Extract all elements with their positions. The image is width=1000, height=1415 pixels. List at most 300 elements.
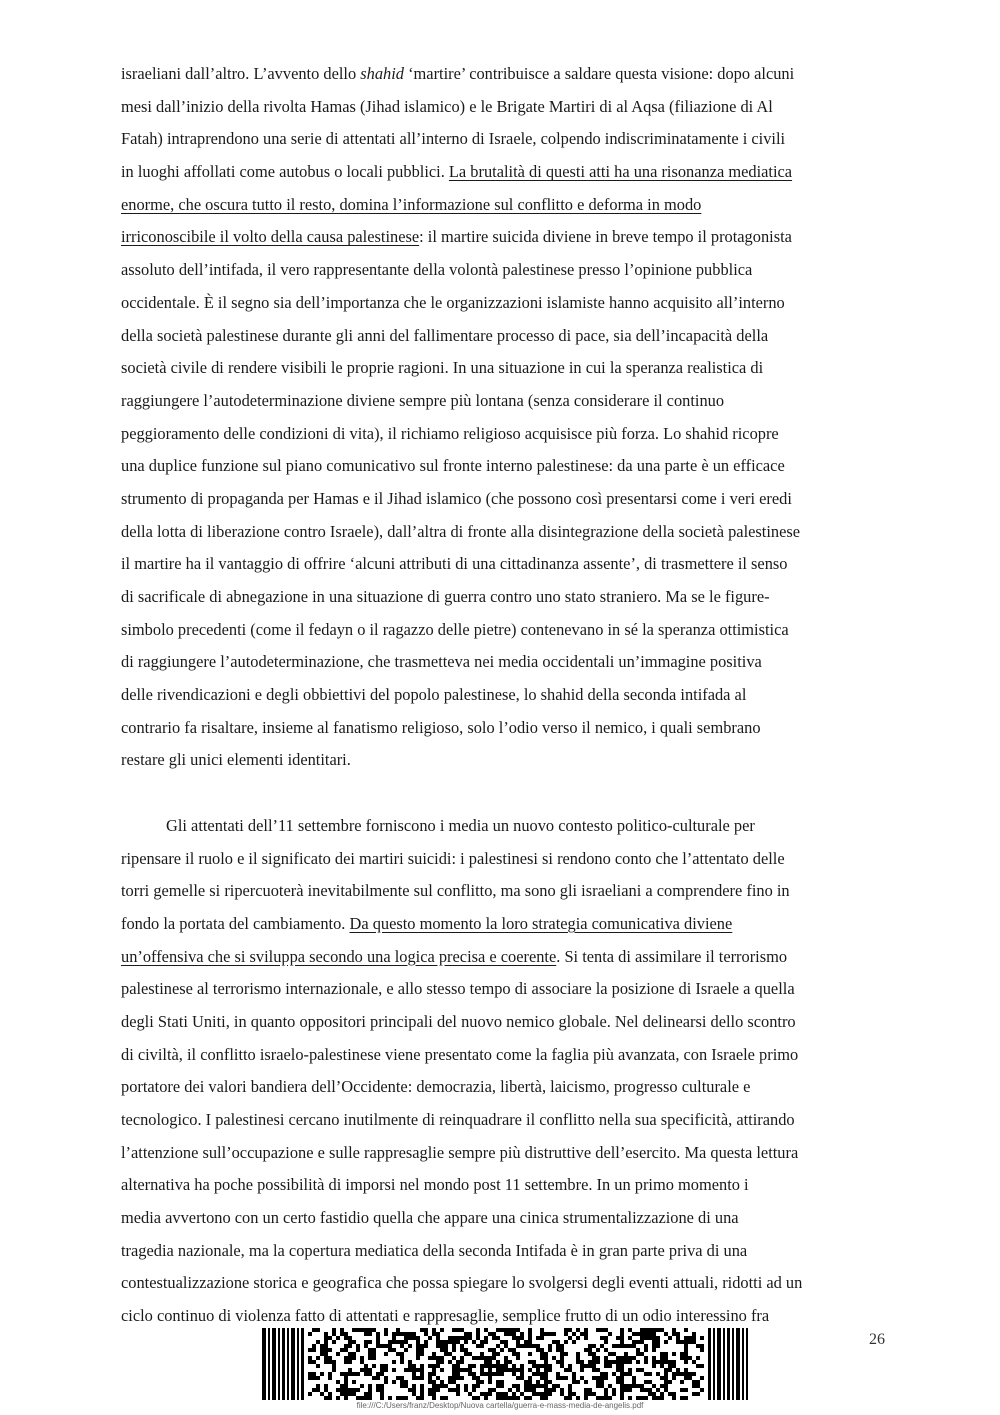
text-line <box>121 744 891 777</box>
text-line <box>121 516 891 549</box>
barcode-module <box>328 1376 332 1380</box>
barcode-module <box>400 1360 404 1364</box>
barcode-module <box>476 1344 480 1348</box>
barcode-module <box>520 1364 524 1368</box>
barcode-module <box>592 1360 596 1364</box>
barcode-module <box>628 1360 632 1364</box>
barcode-module <box>632 1380 636 1384</box>
text-line <box>121 1202 891 1235</box>
barcode-module <box>456 1368 460 1372</box>
barcode-module <box>340 1328 344 1332</box>
barcode-module <box>660 1328 664 1332</box>
barcode-module <box>460 1368 464 1372</box>
barcode-module <box>516 1340 520 1344</box>
barcode-module <box>452 1376 456 1380</box>
barcode-module <box>680 1396 684 1400</box>
text-segment: una duplice funzione sul piano comunicativo sul fronte interno palestinese: da una parte è un efficace <box>121 456 785 476</box>
barcode-module <box>604 1372 608 1376</box>
barcode-module <box>344 1376 348 1380</box>
barcode-module <box>328 1392 332 1396</box>
barcode-module <box>476 1380 480 1384</box>
barcode-module <box>508 1332 512 1336</box>
barcode-module <box>644 1336 648 1340</box>
barcode-module <box>340 1348 344 1352</box>
barcode-module <box>612 1372 616 1376</box>
barcode-module <box>648 1372 652 1376</box>
barcode-module <box>480 1380 484 1384</box>
barcode-module <box>632 1376 636 1380</box>
barcode-module <box>664 1352 668 1356</box>
barcode-module <box>408 1364 412 1368</box>
barcode-module <box>532 1360 536 1364</box>
barcode-module <box>484 1336 488 1340</box>
barcode-module <box>444 1396 448 1400</box>
barcode-module <box>400 1376 404 1380</box>
barcode-module <box>732 1328 734 1400</box>
barcode-module <box>588 1344 592 1348</box>
barcode-module <box>376 1384 380 1388</box>
barcode-module <box>352 1388 356 1392</box>
barcode-module <box>312 1360 316 1364</box>
text-line <box>121 1006 891 1039</box>
barcode-module <box>324 1336 328 1340</box>
barcode-module <box>496 1336 500 1340</box>
barcode-module <box>416 1376 420 1380</box>
barcode-module <box>680 1372 684 1376</box>
barcode-module <box>628 1384 632 1388</box>
barcode-module <box>608 1352 612 1356</box>
barcode-module <box>684 1344 688 1348</box>
barcode-module <box>540 1364 544 1368</box>
barcode-module <box>404 1336 408 1340</box>
barcode-module <box>544 1380 548 1384</box>
barcode-module <box>308 1372 312 1376</box>
barcode-module <box>424 1332 428 1336</box>
barcode-module <box>560 1376 564 1380</box>
barcode-module <box>672 1376 676 1380</box>
barcode-module <box>408 1336 412 1340</box>
barcode-module <box>480 1344 484 1348</box>
barcode-module <box>440 1348 444 1352</box>
barcode-module <box>596 1328 600 1332</box>
barcode-module <box>700 1388 704 1392</box>
barcode-module <box>684 1336 688 1340</box>
barcode-module <box>676 1372 680 1376</box>
barcode-module <box>504 1396 508 1400</box>
barcode-module <box>456 1372 460 1376</box>
barcode-module <box>604 1356 608 1360</box>
barcode-module <box>556 1376 560 1380</box>
barcode-module <box>472 1340 476 1344</box>
text-segment: ripensare il ruolo e il significato dei martiri suicidi: i palestinesi si rendono conto che l’attentato delle <box>121 848 785 868</box>
barcode-module <box>652 1344 656 1348</box>
barcode-module <box>412 1376 416 1380</box>
barcode-module <box>278 1328 280 1400</box>
barcode-module <box>624 1356 628 1360</box>
barcode-module <box>484 1328 488 1332</box>
barcode-module <box>436 1356 440 1360</box>
barcode-module <box>320 1372 324 1376</box>
barcode-module <box>328 1356 332 1360</box>
text-line <box>121 58 891 91</box>
barcode-module <box>404 1380 408 1384</box>
barcode-module <box>684 1388 688 1392</box>
barcode-module <box>640 1352 644 1356</box>
barcode-module <box>344 1388 348 1392</box>
text-segment: tecnologico. I palestinesi cercano inutilmente di reinquadrare il conflitto nella sua specificità, attirando <box>121 1110 795 1129</box>
barcode-module <box>600 1380 604 1384</box>
barcode-module <box>600 1376 604 1380</box>
barcode-module <box>512 1392 516 1396</box>
barcode-module <box>564 1332 568 1336</box>
barcode-module <box>324 1332 328 1336</box>
barcode-module <box>376 1332 380 1336</box>
barcode-module <box>717 1328 721 1400</box>
barcode-module <box>672 1364 676 1368</box>
barcode-module <box>648 1380 652 1384</box>
barcode-module <box>480 1368 484 1372</box>
barcode-module <box>412 1332 416 1336</box>
text-line <box>121 548 891 581</box>
barcode-module <box>656 1396 660 1400</box>
barcode-module <box>301 1328 304 1400</box>
barcode-module <box>440 1368 444 1372</box>
barcode-module <box>476 1356 480 1360</box>
barcode-module <box>684 1376 688 1380</box>
barcode-module <box>672 1332 676 1336</box>
barcode-module <box>496 1344 500 1348</box>
barcode-module <box>600 1328 604 1332</box>
barcode-module <box>332 1364 336 1368</box>
text-segment: simbolo precedenti (come il fedayn o il ragazzo delle pietre) contenevano in sé la speranza ottimistica <box>121 619 789 639</box>
barcode-module <box>628 1328 632 1332</box>
barcode-module <box>680 1380 684 1384</box>
barcode-module <box>612 1388 616 1392</box>
barcode-module <box>528 1388 532 1392</box>
barcode-module <box>520 1344 524 1348</box>
barcode-module <box>708 1328 711 1400</box>
barcode-module <box>464 1332 468 1336</box>
text-segment: palestinese al terrorismo internazionale, e allo stesso tempo di associare la posizione di Israele a quella <box>121 979 795 999</box>
barcode-module <box>416 1344 420 1348</box>
text-line <box>121 712 891 745</box>
barcode-module <box>636 1348 640 1352</box>
barcode-module <box>468 1352 472 1356</box>
barcode-module <box>552 1340 556 1344</box>
text-line <box>121 973 891 1006</box>
barcode-module <box>524 1388 528 1392</box>
barcode-module <box>420 1368 424 1372</box>
barcode-module <box>536 1392 540 1396</box>
barcode-module <box>628 1372 632 1376</box>
barcode-module <box>396 1340 400 1344</box>
barcode-module <box>436 1388 440 1392</box>
barcode-module <box>364 1332 368 1336</box>
text-segment: portatore dei valori bandiera dell’Occidente: democrazia, libertà, laicismo, progresso culturale e <box>121 1077 751 1097</box>
barcode-module <box>696 1364 700 1368</box>
barcode-module <box>644 1372 648 1376</box>
barcode-module <box>436 1376 440 1380</box>
text-segment: di raggiungere l’autodeterminazione, che trasmetteva nei media occidentali un’immagine positiva <box>121 652 762 672</box>
barcode-module <box>480 1372 484 1376</box>
barcode-module <box>616 1376 620 1380</box>
footer-file-path: file:///C:/Users/franz/Desktop/Nuova cartella/guerra-e-mass-media-de-angelis.pdf <box>356 1401 644 1410</box>
barcode-module <box>564 1376 568 1380</box>
barcode-module <box>668 1380 672 1384</box>
barcode-module <box>688 1336 692 1340</box>
barcode-module <box>696 1344 700 1348</box>
barcode-module <box>556 1340 560 1344</box>
barcode-module <box>692 1336 696 1340</box>
barcode-module <box>600 1384 604 1388</box>
barcode-module <box>396 1328 400 1332</box>
barcode-module <box>364 1392 368 1396</box>
barcode-module <box>656 1336 660 1340</box>
barcode-module <box>608 1360 612 1364</box>
barcode-module <box>336 1388 340 1392</box>
barcode-module <box>472 1376 476 1380</box>
barcode-module <box>656 1360 660 1364</box>
barcode-module <box>548 1380 552 1384</box>
barcode-module <box>348 1392 352 1396</box>
barcode-module <box>368 1372 372 1376</box>
barcode-module <box>672 1372 676 1376</box>
barcode-module <box>584 1364 588 1368</box>
barcode-module <box>568 1368 572 1372</box>
barcode-module <box>368 1368 372 1372</box>
barcode-module <box>468 1364 472 1368</box>
barcode-module <box>420 1372 424 1376</box>
barcode-module <box>420 1348 424 1352</box>
barcode-module <box>652 1396 656 1400</box>
barcode-module <box>652 1360 656 1364</box>
barcode-module <box>408 1332 412 1336</box>
barcode-module <box>576 1396 580 1400</box>
barcode-module <box>584 1396 588 1400</box>
barcode-module <box>372 1376 376 1380</box>
barcode-module <box>404 1340 408 1344</box>
barcode-module <box>416 1348 420 1352</box>
barcode-module <box>520 1376 524 1380</box>
barcode-module <box>536 1372 540 1376</box>
barcode-module <box>456 1336 460 1340</box>
barcode-module <box>468 1368 472 1372</box>
barcode-module <box>452 1328 456 1332</box>
barcode-module <box>500 1372 504 1376</box>
barcode-module <box>628 1344 632 1348</box>
barcode-module <box>332 1328 336 1332</box>
barcode-module <box>604 1336 608 1340</box>
text-segment: fondo la portata del cambiamento. <box>121 913 350 933</box>
barcode-module <box>536 1336 540 1340</box>
barcode-module <box>400 1344 404 1348</box>
barcode-module <box>372 1352 376 1356</box>
text-segment: l’attenzione sull’occupazione e sulle rappresaglie sempre più distruttive dell’esercito. Ma questa lettura <box>121 1142 799 1162</box>
barcode-module <box>636 1332 640 1336</box>
barcode-module <box>312 1344 316 1348</box>
text-segment: ‘martire’ contribuisce a saldare questa visione: dopo alcuni <box>403 64 795 83</box>
barcode-module <box>540 1352 544 1356</box>
barcode-module <box>644 1344 648 1348</box>
barcode-module <box>328 1372 332 1376</box>
barcode-module <box>672 1392 676 1396</box>
barcode-module <box>428 1376 432 1380</box>
barcode-module <box>544 1332 548 1336</box>
barcode-module <box>400 1356 404 1360</box>
text-line <box>121 581 891 614</box>
barcode-module <box>664 1384 668 1388</box>
barcode-module <box>536 1348 540 1352</box>
barcode-module <box>316 1384 320 1388</box>
barcode-module <box>432 1364 436 1368</box>
barcode-module <box>308 1332 312 1336</box>
text-line <box>121 810 891 843</box>
text-line <box>121 254 891 287</box>
barcode-module <box>356 1344 360 1348</box>
barcode-module <box>332 1332 336 1336</box>
barcode-module <box>556 1384 560 1388</box>
barcode-module <box>468 1372 472 1376</box>
barcode-module <box>460 1328 464 1332</box>
barcode-module <box>320 1344 324 1348</box>
text-segment: in luoghi affollati come autobus o locali pubblici. <box>121 162 449 182</box>
barcode-module <box>564 1396 568 1400</box>
barcode-module <box>508 1388 512 1392</box>
barcode-module <box>344 1384 348 1388</box>
barcode-module <box>472 1384 476 1388</box>
barcode-module <box>324 1340 328 1344</box>
barcode-module <box>428 1372 432 1376</box>
barcode-module <box>664 1332 668 1336</box>
text-line <box>121 1235 891 1268</box>
barcode-module <box>644 1396 648 1400</box>
barcode-module <box>624 1388 628 1392</box>
barcode-module <box>420 1328 424 1332</box>
barcode-module <box>484 1372 488 1376</box>
barcode-module <box>692 1392 696 1396</box>
barcode-module <box>400 1332 404 1336</box>
barcode-module <box>464 1348 468 1352</box>
barcode-module <box>464 1368 468 1372</box>
barcode-module <box>376 1388 380 1392</box>
barcode-module <box>588 1360 592 1364</box>
text-segment: ciclo continuo di violenza fatto di attentati e rappresaglie, semplice frutto di un odio interessino fra <box>121 1306 770 1326</box>
barcode-module <box>476 1328 480 1332</box>
barcode-module <box>340 1388 344 1392</box>
barcode-module <box>580 1332 584 1336</box>
barcode-module <box>532 1388 536 1392</box>
barcode-module <box>676 1340 680 1344</box>
barcode-module <box>472 1364 476 1368</box>
paragraph-2 <box>121 810 891 1333</box>
barcode-module <box>460 1356 464 1360</box>
barcode-module <box>564 1328 568 1332</box>
barcode-module <box>640 1396 644 1400</box>
barcode-module <box>516 1384 520 1388</box>
barcode-module <box>688 1356 692 1360</box>
text-segment: tragedia nazionale, ma la copertura mediatica della seconda Intifada è in gran parte priva di una <box>121 1240 748 1260</box>
barcode-module <box>540 1336 544 1340</box>
barcode-module <box>520 1392 524 1396</box>
barcode-module <box>572 1376 576 1380</box>
barcode-module <box>632 1340 636 1344</box>
barcode-module <box>368 1328 372 1332</box>
barcode-module <box>340 1384 344 1388</box>
text-segment: della lotta di liberazione contro Israele), dall’altra di fronte alla disintegrazione della società palestinese <box>121 521 801 541</box>
barcode-module <box>644 1356 648 1360</box>
barcode-module <box>692 1380 696 1384</box>
barcode-module <box>652 1384 656 1388</box>
barcode-module <box>344 1344 348 1348</box>
barcode-module <box>520 1332 524 1336</box>
barcode-module <box>268 1328 270 1400</box>
barcode-module <box>404 1396 408 1400</box>
barcode-module <box>616 1356 620 1360</box>
barcode-module <box>428 1336 432 1340</box>
barcode-module <box>344 1356 348 1360</box>
barcode-module <box>624 1344 628 1348</box>
text-segment: il martire ha il vantaggio di offrire ‘alcuni attributi di una cittadinanza assente’, di trasmettere il senso <box>121 554 788 574</box>
barcode-module <box>640 1384 644 1388</box>
barcode-module <box>632 1356 636 1360</box>
barcode-module <box>616 1360 620 1364</box>
barcode-module <box>528 1368 532 1372</box>
barcode-module <box>480 1364 484 1368</box>
barcode-module <box>500 1392 504 1396</box>
barcode-module <box>408 1368 412 1372</box>
barcode-module <box>492 1364 496 1368</box>
barcode-module <box>348 1344 352 1348</box>
barcode-module <box>528 1384 532 1388</box>
text-line <box>121 385 891 418</box>
barcode-module <box>297 1328 299 1400</box>
barcode-module <box>516 1376 520 1380</box>
italic-text: shahid <box>360 64 404 83</box>
barcode-module <box>604 1388 608 1392</box>
barcode-module <box>692 1332 696 1336</box>
barcode-module <box>372 1328 376 1332</box>
barcode-module <box>332 1360 336 1364</box>
barcode-module <box>488 1348 492 1352</box>
barcode-module <box>600 1344 604 1348</box>
barcode-module <box>332 1368 336 1372</box>
barcode-module <box>344 1360 348 1364</box>
barcode-module <box>472 1388 476 1392</box>
barcode-module <box>560 1360 564 1364</box>
barcode-module <box>452 1372 456 1376</box>
barcode-module <box>516 1328 520 1332</box>
barcode-module <box>448 1360 452 1364</box>
barcode-module <box>672 1328 676 1332</box>
barcode-module <box>556 1372 560 1376</box>
barcode-module <box>448 1336 452 1340</box>
barcode-module <box>584 1388 588 1392</box>
barcode-module <box>640 1340 644 1344</box>
barcode-module <box>596 1396 600 1400</box>
barcode-module <box>576 1360 580 1364</box>
barcode-module <box>408 1388 412 1392</box>
barcode-module <box>544 1360 548 1364</box>
barcode-module <box>476 1384 480 1388</box>
barcode-module <box>352 1372 356 1376</box>
barcode-module <box>604 1376 608 1380</box>
barcode-module <box>416 1368 420 1372</box>
barcode-module <box>568 1392 572 1396</box>
barcode-module <box>324 1352 328 1356</box>
barcode-module <box>648 1328 652 1332</box>
barcode-module <box>324 1360 328 1364</box>
barcode-module <box>424 1344 428 1348</box>
